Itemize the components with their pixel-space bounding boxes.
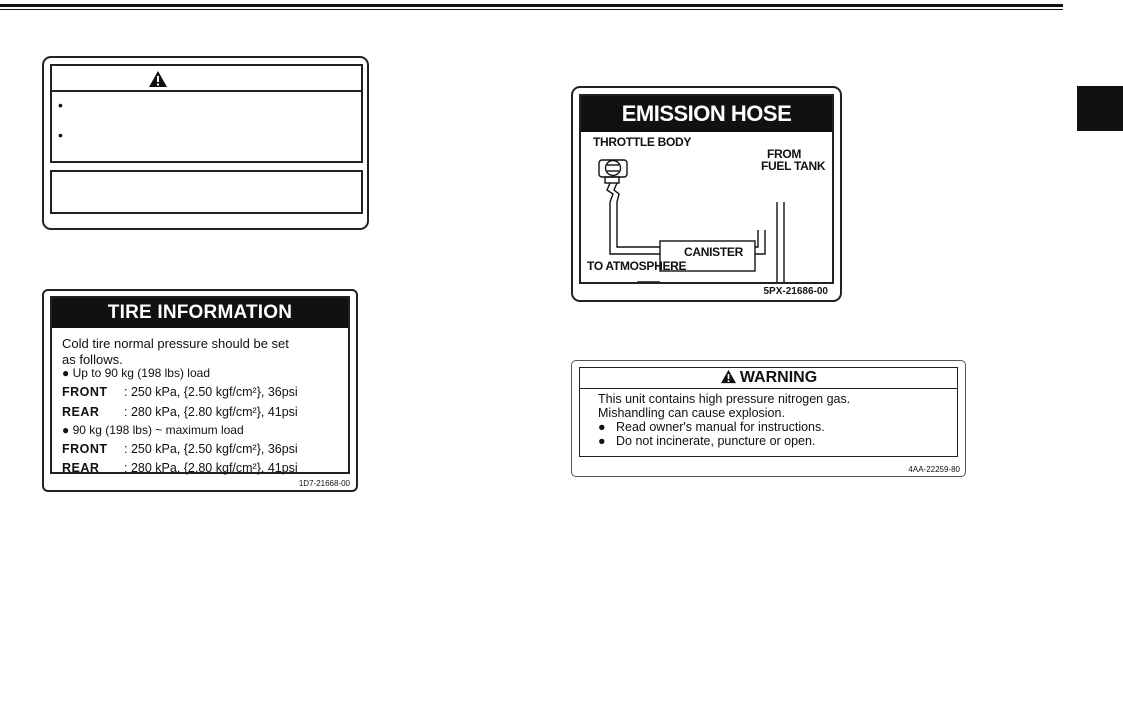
warning-line-1: This unit contains high pressure nitrogen gas. [598, 392, 851, 406]
warning-label-frame [579, 367, 958, 457]
fuel-tank-label: FUEL TANK [761, 159, 826, 173]
warning-triangle-icon [720, 369, 737, 384]
tire-row-label: REAR [62, 461, 100, 475]
bullet-dot: ● [598, 434, 606, 448]
chapter-tab-marker [1077, 86, 1123, 131]
warning-bullet-2-text: Do not incinerate, puncture or open. [616, 434, 816, 448]
emission-label-title: EMISSION HOSE ROUTING [581, 96, 832, 132]
warning-bullet-1-text: Read owner's manual for instructions. [616, 420, 825, 434]
tire-row-value: : 250 kPa, {2.50 kgf/cm²}, 36psi [124, 442, 298, 456]
tire-row-value: : 250 kPa, {2.50 kgf/cm²}, 36psi [124, 385, 298, 399]
tire-section-2-rear-row [62, 461, 298, 475]
tire-section-1-front-row [62, 385, 298, 399]
tire-information-label [42, 289, 358, 492]
caution-label-header [50, 64, 363, 92]
tire-section-1-heading: ● Up to 90 kg (198 lbs) load [62, 366, 210, 380]
tire-label-title: TIRE INFORMATION [52, 298, 348, 328]
to-atmosphere-label: TO ATMOSPHERE [587, 259, 687, 273]
tire-row-value: : 280 kPa, {2.80 kgf/cm²}, 41psi [124, 405, 298, 419]
tire-row-label: FRONT [62, 385, 108, 399]
nitrogen-warning-label [571, 360, 966, 477]
from-label: FROM [767, 147, 802, 161]
caution-bullet-2: • [58, 127, 63, 143]
caution-bullet-1: • [58, 97, 63, 113]
tire-section-2-heading: ● 90 kg (198 lbs) ~ maximum load [62, 423, 244, 437]
warning-triangle-icon [148, 70, 168, 88]
warning-bullet-1 [598, 420, 825, 434]
caution-label [42, 56, 369, 230]
header-rule-thin [0, 9, 1063, 10]
tire-label-frame [50, 296, 350, 474]
tire-row-label: FRONT [62, 442, 108, 456]
tire-row-value: : 280 kPa, {2.80 kgf/cm²}, 41psi [124, 461, 298, 475]
warning-bullet-2 [598, 434, 815, 448]
bullet-dot: ● [598, 420, 606, 434]
warning-heading [580, 368, 957, 389]
warning-line-2: Mishandling can cause explosion. [598, 406, 785, 420]
tire-intro-line-2: as follows. [62, 352, 123, 367]
tire-section-2-front-row [62, 442, 298, 456]
warning-heading-text: WARNING [739, 369, 818, 386]
warning-label-part-code: 4AA-22259-80 [908, 465, 960, 474]
emission-hose-routing-label [571, 86, 842, 302]
canister-label: CANISTER [684, 245, 743, 259]
emission-label-frame [579, 94, 834, 284]
tire-intro-line-1: Cold tire normal pressure should be set [62, 336, 289, 351]
tire-label-part-code: 1D7-21668-00 [298, 479, 350, 488]
caution-label-body [50, 92, 363, 163]
emission-label-part-code: 5PX-21686-00 [763, 286, 828, 297]
caution-label-lower-box [50, 170, 363, 214]
tire-section-1-rear-row [62, 405, 298, 419]
throttle-body-label: THROTTLE BODY [593, 135, 692, 149]
tire-row-label: REAR [62, 405, 100, 419]
header-rule-thick [0, 4, 1063, 7]
